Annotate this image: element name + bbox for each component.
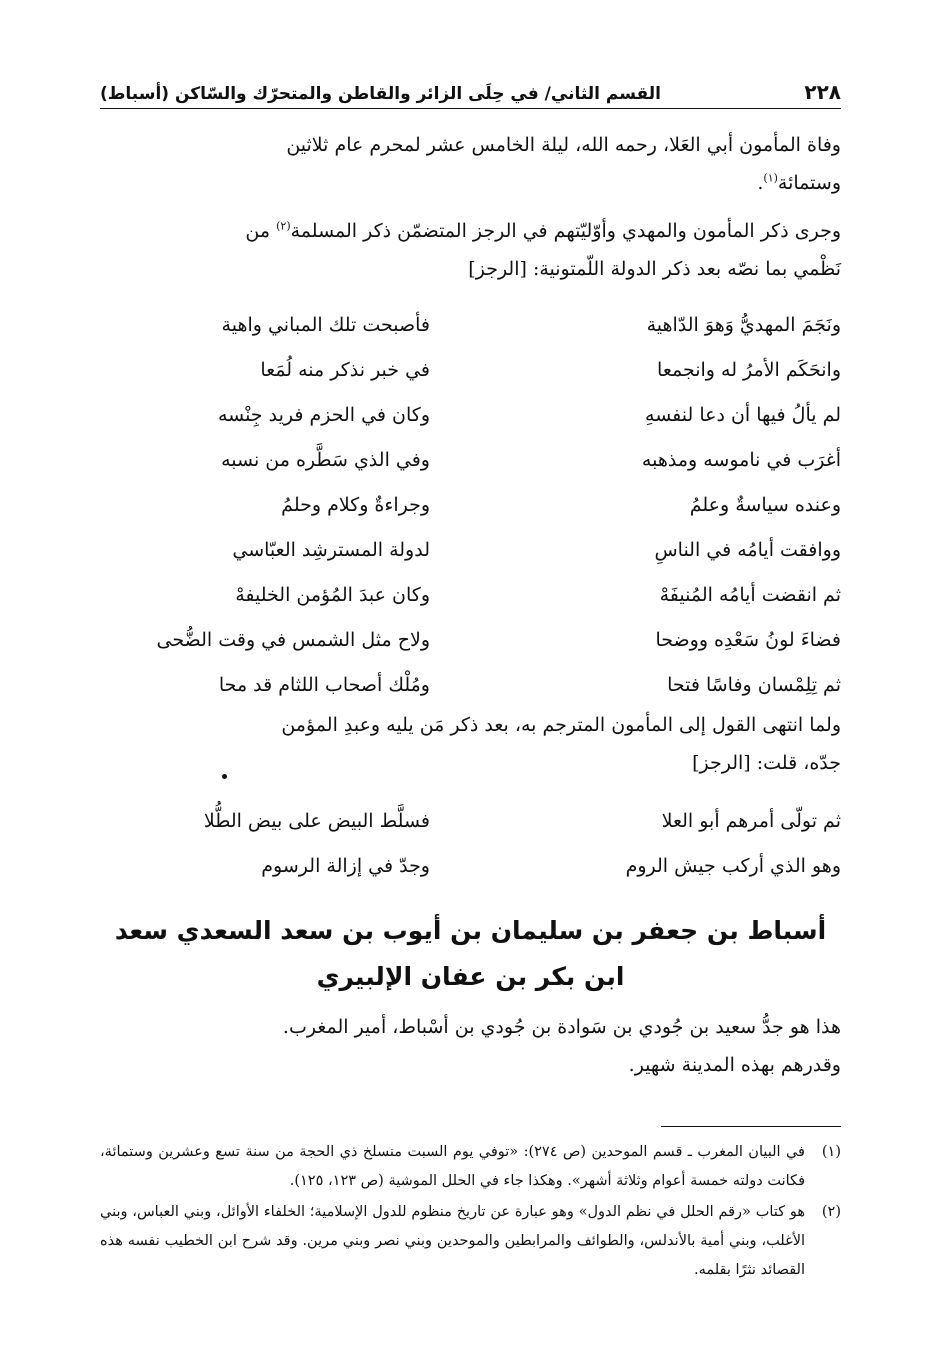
- verse-line: [100, 527, 841, 572]
- verse-second-hemistich: وفي الذي سَطَّره من نسبه: [221, 448, 430, 471]
- paragraph-line: [100, 164, 841, 202]
- heading-line: ابن بكر بن عفان الإلبيري: [316, 962, 625, 991]
- footnote-text: هو كتاب «رقم الحلل في نظم الدول» وهو عبارة عن تاريخ منظوم للدول الإسلامية؛ الخلفاء الأوائل، وبني العباس، وبني الأغلب، وبني أمية بالأندلس، والطوائف والمرابطين والموحدين وبني نصر وبني مرين. وقد شرح ابن الخطيب نفسه هذه القصائد نثرًا بقلمه.: [100, 1204, 805, 1278]
- footnote-text: في البيان المغرب ـ قسم الموحدين (ص ٢٧٤): «توفي يوم السبت منسلخ ذي الحجة من سنة تسع وعشرين وستمائة، فكانت دولته خمسة أعوام وثلاثة أشهر». وهكذا جاء في الحلل الموشية (ص ١٢٣، ١٢٥).: [100, 1144, 805, 1189]
- verse-line: [100, 843, 841, 888]
- verse-second-hemistich: ولاح مثل الشمس في وقت الضُّحى: [156, 628, 430, 651]
- running-header: [100, 70, 841, 109]
- paragraph-line: ولما انتهى القول إلى المأمون المترجم به، بعد ذكر مَن يليه وعبدِ المؤمن: [281, 714, 841, 736]
- verse-line: [100, 437, 841, 482]
- verse-second-hemistich: لدولة المسترشِد العبّاسي: [232, 538, 430, 561]
- paragraph-line: جدّه، قلت: [الرجز]: [692, 752, 841, 774]
- verse-first-hemistich: ونَجَمَ المهديُّ وَهوَ الدّاهية: [646, 313, 841, 336]
- verse-line: [100, 302, 841, 347]
- paragraph-line: وقدرهم بهذه المدينة شهير.: [628, 1054, 841, 1076]
- verse-first-hemistich: ثم انقضت أيامُه المُنيفَهْ: [659, 583, 841, 606]
- footnotes: [100, 1138, 841, 1287]
- verse-second-hemistich: وجراءةٌ وكلام وحلمُ: [281, 493, 430, 516]
- paragraph-text: وجرى ذكر المأمون والمهدي وأوّليّتهم في الرجز المتضمّن ذكر المسلمة: [290, 220, 841, 242]
- paragraph-4: [100, 1008, 841, 1084]
- paragraph-line: نَظْمي بما نصّه بعد ذكر الدولة اللّمتونية: [الرجز]: [468, 258, 841, 280]
- verse-second-hemistich: في خبر نذكر منه لُمَعا: [260, 358, 430, 381]
- verse-line: [100, 347, 841, 392]
- footnote-ref-2[interactable]: (٢): [276, 219, 291, 233]
- poem-verses-2: [100, 798, 841, 888]
- section-heading: [100, 908, 841, 1000]
- verse-line: [100, 392, 841, 437]
- verse-line: [100, 572, 841, 617]
- paragraph-line: [100, 212, 841, 250]
- verse-first-hemistich: وهو الذي أركب جيش الروم: [625, 854, 841, 877]
- footnote-number: (١): [821, 1144, 841, 1160]
- verse-line: [100, 662, 841, 707]
- verse-second-hemistich: وكان في الحزم فريد جِنْسه: [217, 403, 430, 426]
- footnote-number: (٢): [821, 1204, 841, 1220]
- verse-first-hemistich: لم يألُ فيها أن دعا لنفسهِ: [645, 403, 841, 426]
- page-number: ٢٢٨: [804, 80, 841, 104]
- paragraph-2: [100, 212, 841, 288]
- verse-second-hemistich: فسلَّط البيض على بيض الطُّلا: [203, 809, 430, 832]
- footnote-1: [100, 1138, 841, 1196]
- verse-first-hemistich: أغرَب في ناموسه ومذهبه: [641, 448, 841, 471]
- verse-line: [100, 798, 841, 843]
- verse-first-hemistich: وانحَكَم الأمرُ له وانجمعا: [657, 358, 841, 381]
- verse-first-hemistich: ثم تِلِمْسان وفاسًا فتحا: [667, 673, 841, 696]
- verse-second-hemistich: وجدّ في إزالة الرسوم: [261, 854, 430, 877]
- verse-line: [100, 617, 841, 662]
- verse-second-hemistich: فأصبحت تلك المباني واهية: [221, 313, 430, 336]
- verse-second-hemistich: ومُلْك أصحاب اللثام قد محا: [218, 673, 430, 696]
- verse-first-hemistich: فضاءَ لونُ سَعْدِه ووضحا: [655, 628, 841, 651]
- heading-line: أسباط بن جعفر بن سليمان بن أيوب بن سعد السعدي سعد: [114, 916, 827, 945]
- paragraph-1: [100, 126, 841, 202]
- verse-first-hemistich: وعنده سياسةٌ وعلمُ: [689, 493, 841, 516]
- verse-second-hemistich: وكان عبدَ المُؤمن الخليفهْ: [235, 583, 430, 606]
- footnote-divider: [661, 1126, 841, 1127]
- footnote-2: [100, 1198, 841, 1285]
- verse-line: [100, 482, 841, 527]
- header-title: القسم الثاني/ في حِلَى الزائر والقاطن والمتحرّك والسّاكن (أسباط): [100, 84, 661, 104]
- paragraph-text: من: [245, 220, 277, 242]
- poem-verses-1: [100, 302, 841, 707]
- paragraph-3: [100, 706, 841, 782]
- paragraph-line: وفاة المأمون أبي العَلا، رحمه الله، ليلة الخامس عشر لمحرم عام ثلاثين: [286, 134, 841, 156]
- paragraph-text: .: [757, 172, 764, 194]
- footnote-ref-1[interactable]: (١): [763, 171, 778, 185]
- verse-first-hemistich: ثم تولّى أمرهم أبو العلا: [661, 809, 841, 832]
- verse-first-hemistich: ووافقت أيامُه في الناسِ: [654, 538, 841, 561]
- paragraph-text: وستمائة: [777, 172, 841, 194]
- stray-dot-mark: [222, 774, 227, 779]
- paragraph-line: هذا هو جدُّ سعيد بن جُودي بن سَوادة بن جُودي بن أسْباط، أمير المغرب.: [282, 1016, 841, 1038]
